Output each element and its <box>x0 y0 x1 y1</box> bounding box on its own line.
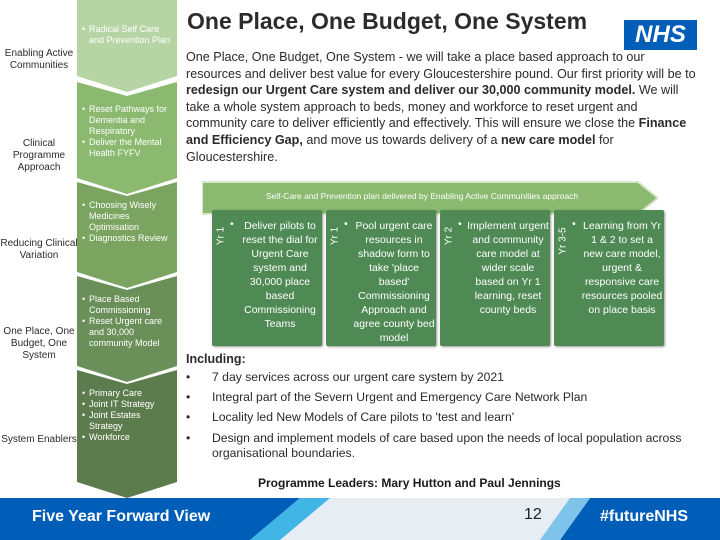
section-item: • Choosing Wisely Medicines Optimisation <box>82 200 176 233</box>
section-one-place-one-budget <box>0 276 180 382</box>
year-text: Learning from Yr 1 & 2 to set a new care model, urgent & responsive care resources pooled on place basis <box>581 220 663 316</box>
intro-bold: redesign our Urgent Care system and deliver our 30,000 community model. <box>186 83 636 98</box>
bullet: • <box>344 218 348 230</box>
year-text: Pool urgent care resources in shadow form to take 'place based' Commissioning Approach and agree county bed model <box>353 220 435 344</box>
section-item: • Workforce <box>82 432 176 443</box>
year-label: Yr 2 <box>443 226 455 246</box>
bullet: • <box>230 218 234 230</box>
year-label: Yr 1 <box>215 226 227 246</box>
including-heading: Including: <box>186 352 246 366</box>
section-clinical-programme-approach <box>0 82 180 194</box>
year-label: Yr 3-5 <box>557 227 569 255</box>
section-items <box>82 388 176 443</box>
list-item: • Design and implement models of care based upon the needs of local population across organisational boundaries. <box>186 431 706 461</box>
programme-leaders: Programme Leaders: Mary Hutton and Paul Jennings <box>258 476 561 490</box>
section-item: • Deliver the Mental Health FYFV <box>82 137 176 159</box>
section-item: • Radical Self Care and Prevention Plan <box>82 24 176 46</box>
left-chevron-column <box>0 0 180 505</box>
bullet: • <box>458 218 462 230</box>
section-item: • Place Based Commissioning <box>82 294 176 316</box>
intro-bold: new care model <box>500 132 596 147</box>
intro-text: and move us towards delivery of a <box>302 132 501 147</box>
year-box <box>212 210 322 346</box>
page-title: One Place, One Budget, One System <box>187 8 588 34</box>
section-items <box>82 200 176 244</box>
year-label: Yr 1 <box>329 226 341 246</box>
intro-text: We will take a whole system approach to beds, money and workforce to reset urgent and community care to deliver efficiently and effectively. This will ensure we close the <box>186 83 679 131</box>
year-box <box>440 210 550 346</box>
section-item: • Reset Pathways for Dementia and Respiratory <box>82 104 176 137</box>
section-enabling-active-communities <box>0 0 180 92</box>
page-number: 12 <box>524 506 542 523</box>
intro-paragraph <box>186 49 700 165</box>
section-label: System Enablers <box>1 434 77 445</box>
section-item: • Diagnostics Review <box>82 233 176 244</box>
list-item: • Integral part of the Severn Urgent and Emergency Care Network Plan <box>186 390 706 405</box>
chevron-shape <box>77 0 177 92</box>
section-label: One Place, One Budget, One System <box>3 326 75 361</box>
year-box <box>326 210 436 346</box>
intro-bold: Finance and Efficiency Gap, <box>186 116 687 147</box>
section-items <box>82 24 176 46</box>
list-item: • Locality led New Models of Care pilots to 'test and learn' <box>186 410 706 425</box>
nhs-logo: NHS <box>624 20 697 50</box>
bullet: • <box>572 218 576 230</box>
footer-hashtag: #futureNHS <box>600 508 689 525</box>
year-box <box>554 210 664 346</box>
intro-text: for Gloucestershire. <box>186 132 614 164</box>
footer-title: Five Year Forward View <box>32 508 211 525</box>
section-label: Enabling Active Communities <box>4 48 74 71</box>
section-system-enablers <box>0 370 180 498</box>
intro-text: One Place, One Budget, One System - we will take a place based approach to our resources and deliver best value for every Gloucestershire pound. Our first priority will be to <box>186 50 696 81</box>
section-items <box>82 294 176 349</box>
section-item: • Joint Estates Strategy <box>82 410 176 432</box>
section-item: • Reset Urgent care and 30,000 community Model <box>82 316 176 349</box>
including-list <box>186 370 706 466</box>
section-reducing-clinical-variation <box>0 182 180 288</box>
year-text: Implement urgent and community care model at wider scale based on Yr 1 learning, reset county beds <box>467 220 549 316</box>
section-item: • Joint IT Strategy <box>82 399 176 410</box>
section-items <box>82 104 176 159</box>
year-text: Deliver pilots to reset the dial for Urgent Care system and 30,000 place based Commissioning Teams <box>242 220 318 330</box>
section-label: Reducing Clinical Variation <box>0 238 78 261</box>
section-label: Clinical Programme Approach <box>12 138 66 173</box>
banner-text: Self-Care and Prevention plan delivered by Enabling Active Communities approach <box>265 191 579 201</box>
list-item: • 7 day services across our urgent care system by 2021 <box>186 370 706 385</box>
section-item: • Primary Care <box>82 388 176 399</box>
